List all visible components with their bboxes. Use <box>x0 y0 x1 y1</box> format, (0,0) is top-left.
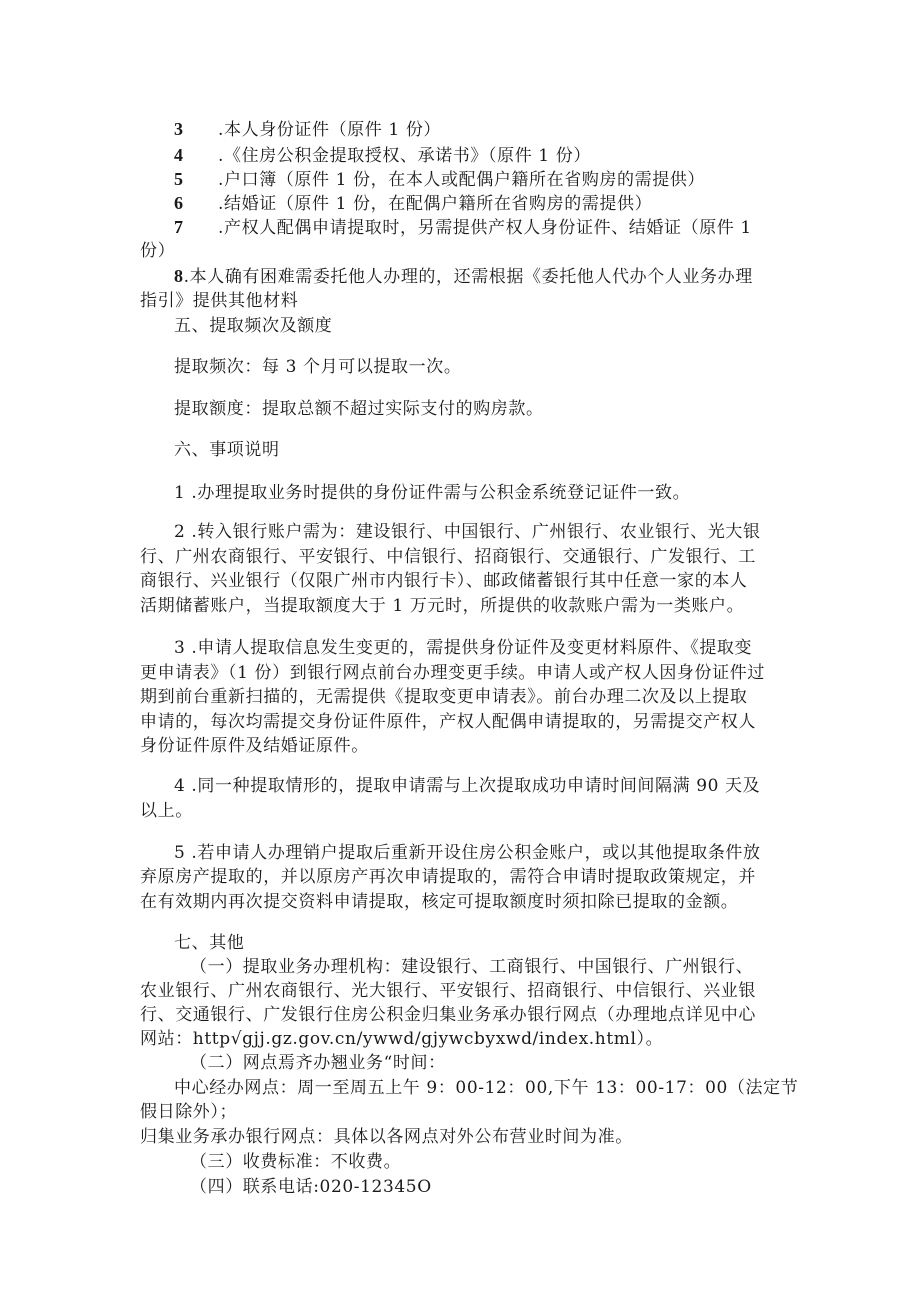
section-6-item-5-line: 在有效期内再次提交资料申请提取，核定可提取额度时须扣除已提取的金额。 <box>140 892 739 912</box>
material-number: 4 <box>174 145 184 165</box>
section-6-item-5-line: 弃原房产提取的，并以原房产再次申请提取的，需符合申请时提取政策规定，并 <box>140 867 756 887</box>
material-number: 7 <box>174 217 184 237</box>
material-text: .本人身份证件（原件 1 份） <box>218 120 442 140</box>
section-7-institutions-line: 农业银行、广州农商银行、光大银行、平安银行、招商银行、中信银行、兴业银 <box>140 981 756 1001</box>
section-7-bank-hours: 归集业务承办银行网点：具体以各网点对外公布营业时间为准。 <box>140 1127 633 1147</box>
material-text: .《住房公积金提取授权、承诺书》（原件 1 份） <box>218 146 591 166</box>
section-5-amount: 提取额度：提取总额不超过实际支付的购房款。 <box>174 399 544 419</box>
section-6-item-3-line: 3 .申请人提取信息发生变更的，需提供身份证件及变更材料原件、《提取变 <box>174 638 753 658</box>
material-text: .产权人配偶申请提取时，另需提供产权人身份证件、结婚证（原件 1 <box>218 218 752 238</box>
section-6-item-5-line: 5 .若申请人办理销户提取后重新开设住房公积金账户，或以其他提取条件放 <box>174 843 761 863</box>
section-5-frequency: 提取频次：每 3 个月可以提取一次。 <box>174 357 462 377</box>
material-text: .本人确有困难需委托他人办理的，还需根据《委托他人代办个人业务办理 <box>183 267 753 287</box>
section-7-institutions-line: （一）提取业务办理机构：建设银行、工商银行、中国银行、广州银行、 <box>190 957 754 977</box>
section-6-item-4-line: 以上。 <box>140 801 193 821</box>
material-text: .户口簿（原件 1 份，在本人或配偶户籍所在省购房的需提供） <box>218 170 706 190</box>
material-item-7 <box>174 216 752 239</box>
section-7-institutions-line: 网站：http√gjj.gz.gov.cn/ywwd/gjywcbyxwd/index.html）。 <box>140 1029 664 1049</box>
material-item-8 <box>174 265 753 288</box>
material-item-7-continued: 份） <box>140 241 176 261</box>
section-6-item-3-line: 更申请表》（1 份）到银行网点前台办理变更手续。申请人或产权人因身份证件过 <box>140 663 765 683</box>
material-number: 5 <box>174 169 184 189</box>
section-6-item-2-line: 活期储蓄账户，当提取额度大于 1 万元时，所提供的收款账户需为一类账户。 <box>140 596 745 616</box>
section-7-fee: （三）收费标准：不收费。 <box>190 1152 402 1172</box>
section-6-item-3-line: 期到前台重新扫描的，无需提供《提取变更申请表》。前台办理二次及以上提取 <box>140 687 748 707</box>
material-item-8-continued: 指引》提供其他材料 <box>140 291 299 311</box>
material-text: .结婚证（原件 1 份，在配偶户籍所在省购房的需提供） <box>218 194 653 214</box>
section-6-item-3-line: 申请的，每次均需提交身份证件原件，产权人配偶申请提取的，另需提交产权人 <box>140 712 756 732</box>
section-5-heading: 五、提取频次及额度 <box>174 316 333 336</box>
material-item-5 <box>174 168 705 191</box>
material-item-4 <box>174 144 591 167</box>
section-7-hours-heading: （二）网点焉齐办翘业务“时间： <box>190 1053 446 1073</box>
section-6-item-1: 1 .办理提取业务时提供的身份证件需与公积金系统登记证件一致。 <box>174 483 691 503</box>
section-6-item-4-line: 4 .同一种提取情形的，提取申请需与上次提取成功申请时间间隔满 90 天及 <box>174 776 761 796</box>
section-6-heading: 六、事项说明 <box>174 440 280 460</box>
material-number: 6 <box>174 193 184 213</box>
section-7-institutions-line: 行、交通银行、广发银行住房公积金归集业务承办银行网点（办理地点详见中心 <box>140 1005 756 1025</box>
material-item-6 <box>174 192 652 215</box>
section-7-heading: 七、其他 <box>174 933 245 953</box>
section-7-center-hours-line: 中心经办网点：周一至周五上午 9：00-12：00,下午 13：00-17：00（法定节 <box>174 1078 799 1098</box>
material-number: 3 <box>174 119 184 139</box>
material-item-3 <box>174 118 441 141</box>
section-6-item-2-line: 行、广州农商银行、平安银行、中信银行、招商银行、交通银行、广发银行、工 <box>140 547 756 567</box>
section-6-item-3-line: 身份证件原件及结婚证原件。 <box>140 736 369 756</box>
section-6-item-2-line: 2 .转入银行账户需为：建设银行、中国银行、广州银行、农业银行、光大银 <box>174 522 761 542</box>
section-7-center-hours-line: 假日除外）； <box>140 1102 238 1122</box>
material-number: 8 <box>174 266 184 286</box>
section-7-phone: （四）联系电话:020-12345O <box>190 1177 432 1197</box>
section-6-item-2-line: 商银行、兴业银行（仅限广州市内银行卡）、邮政储蓄银行其中任意一家的本人 <box>140 571 748 591</box>
